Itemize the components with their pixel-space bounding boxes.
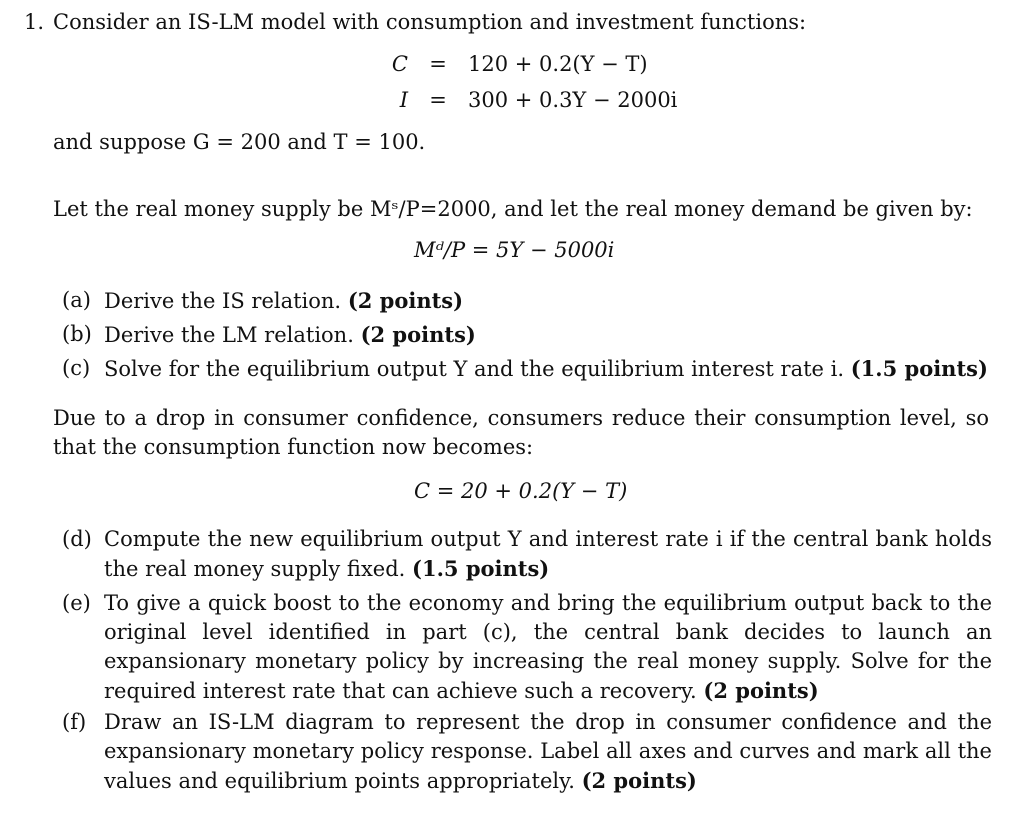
part-d-points: (1.5 points)	[412, 556, 550, 581]
part-b	[62, 320, 992, 350]
part-e-points: (2 points)	[703, 678, 819, 703]
part-f-points: (2 points)	[581, 768, 697, 793]
part-f-body	[104, 708, 992, 796]
part-c-label: (c)	[62, 356, 91, 380]
part-a	[62, 286, 992, 316]
part-e	[62, 589, 992, 707]
part-b-body	[104, 320, 992, 350]
problem-number: 1.	[24, 10, 45, 34]
government-tax-statement: and suppose G = 200 and T = 100.	[53, 130, 426, 154]
part-e-text: To give a quick boost to the economy and bring the equilibrium output back to the original level identified in part (c), the central bank decides to launch an expansionary monetary policy by increasing the real money supply. Solve for the required interest rate that can achieve such a recovery.	[104, 591, 992, 703]
part-c-body	[104, 354, 992, 384]
part-a-text: Derive the IS relation.	[104, 289, 342, 313]
money-demand-equation: Mᵈ/P = 5Y − 5000i	[414, 238, 615, 262]
part-f-label: (f)	[62, 710, 87, 734]
problem-intro: Consider an IS-LM model with consumption and investment functions:	[53, 10, 807, 34]
part-a-body	[104, 286, 992, 316]
part-a-points: (2 points)	[347, 288, 464, 313]
money-supply-statement: Let the real money supply be Mˢ/P=2000, and let the real money demand be given by:	[53, 197, 973, 221]
part-e-label: (e)	[62, 591, 91, 615]
part-d-body	[104, 525, 992, 584]
part-f-text: Draw an IS-LM diagram to represent the drop in consumer confidence and the expansionary monetary policy response. Label all axes and curves and mark all the values and equilibrium points appropriately.	[104, 710, 992, 793]
shock-statement: Due to a drop in consumer confidence, consumers reduce their consumption level, so that the consumption function now becomes:	[53, 406, 989, 459]
part-c	[62, 354, 992, 384]
part-a-label: (a)	[62, 288, 91, 312]
eq2-rel: =	[429, 88, 447, 112]
part-e-body	[104, 589, 992, 706]
part-b-text: Derive the LM relation.	[104, 323, 354, 347]
eq2-lhs: I	[399, 88, 408, 112]
part-f	[62, 708, 992, 798]
part-c-points: (1.5 points)	[850, 356, 988, 381]
part-b-label: (b)	[62, 322, 92, 346]
part-d-text: Compute the new equilibrium output Y and interest rate i if the central bank holds the real money supply fixed.	[104, 527, 992, 581]
part-d-label: (d)	[62, 527, 92, 551]
eq1-rel: =	[429, 52, 447, 76]
equation-investment	[372, 86, 677, 115]
equation-consumption	[372, 50, 648, 79]
eq1-lhs: C	[391, 52, 408, 76]
eq1-rhs: 120 + 0.2(Y − T)	[468, 52, 648, 76]
part-d	[62, 525, 992, 585]
eq2-rhs: 300 + 0.3Y − 2000i	[468, 88, 678, 112]
part-c-text: Solve for the equilibrium output Y and the equilibrium interest rate i.	[104, 357, 845, 381]
part-b-points: (2 points)	[360, 322, 476, 347]
new-consumption-equation: C = 20 + 0.2(Y − T)	[414, 479, 628, 503]
